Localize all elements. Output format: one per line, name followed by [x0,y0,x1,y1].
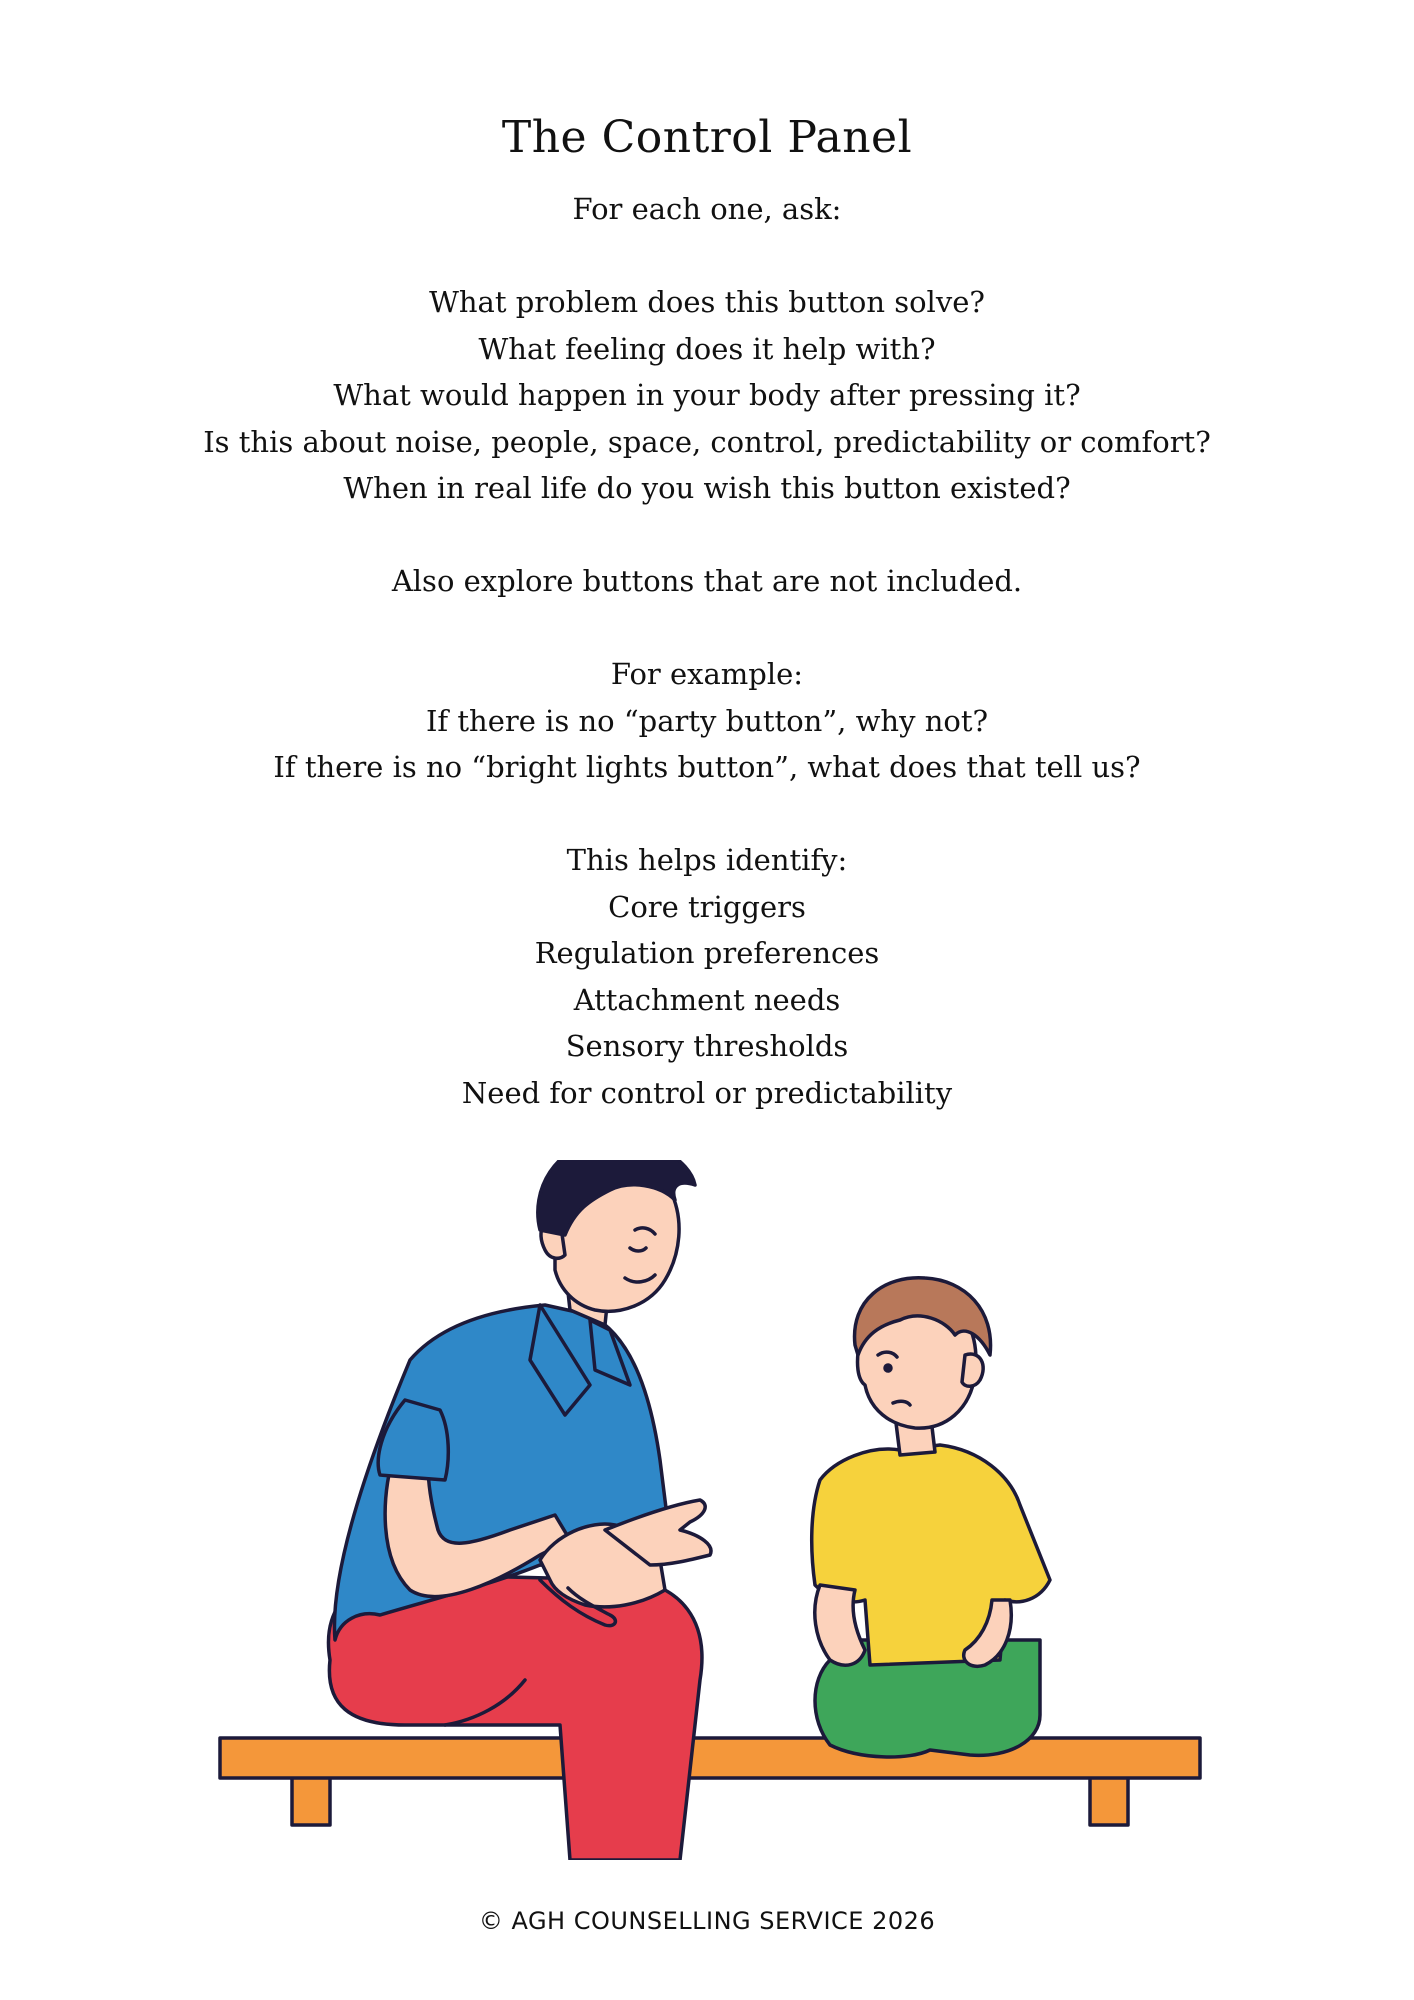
spacer [0,233,1414,280]
example-1: If there is no “party button”, why not? [425,703,989,738]
identify-item-2: Regulation preferences [534,936,880,970]
example-2: If there is no “bright lights button”, what does that tell us? [273,750,1141,784]
example-heading: For example: [610,657,804,691]
spacer [0,791,1414,838]
question-2: What feeling does it help with? [478,331,936,366]
question-4: Is this about noise, people, space, control, predictability or comfort? [203,424,1211,459]
identify-heading: This helps identify: [566,843,848,877]
bench [220,1738,1200,1825]
identify-item-3: Attachment needs [573,982,841,1017]
adult-child-bench-illustration [210,1160,1210,1860]
instructions-block [0,186,1414,1116]
explore-text: Also explore buttons that are not included. [391,564,1023,598]
question-5: When in real life do you wish this button existed? [343,471,1071,505]
identify-item-5: Need for control or predictability [461,1075,953,1110]
child-figure [812,1278,1050,1757]
identify-item-4: Sensory thresholds [565,1029,849,1063]
question-3: What would happen in your body after pressing it? [333,378,1081,412]
page-title: The Control Panel [501,112,913,163]
intro-text: For each one, ask: [572,192,842,226]
question-1: What problem does this button solve? [429,285,985,319]
spacer [0,605,1414,652]
identify-item-1: Core triggers [608,889,806,924]
spacer [0,512,1414,559]
copyright-footer: © AGH COUNSELLING SERVICE 2026 [478,1907,936,1935]
